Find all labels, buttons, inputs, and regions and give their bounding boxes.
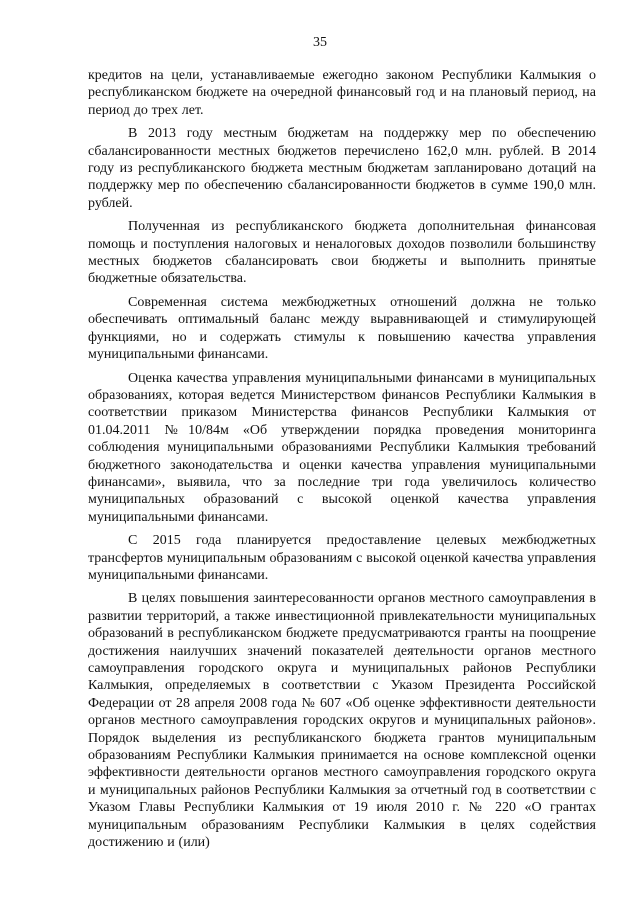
paragraph-continuation: кредитов на цели, устанавливаемые ежегодно законом Республики Калмыкия о республиканском бюджете на очередной финансовый год и на плановый период, на период до трех лет. [88,68,596,118]
paragraph-quality-assessment: Оценка качества управления муниципальными финансами в муниципальных образованиях, которая ведется Министерством финансов Республики Калмыкия в соответствии приказом Министерства финансов Республики Калмыкия от 01.04.2011 №10/84м «Об утверждении порядка проведения мониторинга соблюдения муниципальными образованиями Республики Калмыкия требований бюджетного законодательства и оценки качества управления муниципальными финансами», выявила, что за последние три года увеличилось количество муниципальных образований с высокой оценкой качества управления муниципальными финансами. [88,370,596,525]
paragraph-financial-aid: Полученная из республиканского бюджета дополнительная финансовая помощь и поступления налоговых и неналоговых доходов позволили большинству местных бюджетов сбалансировать свои бюджеты и выполнить принятые бюджетные обязательства. [88,219,596,287]
paragraph-balancing-subsidies: В 2013 году местным бюджетам на поддержку мер по обеспечению сбалансированности местных бюджетов перечислено 162,0 млн. рублей. В 2014 году из республиканского бюджета местным бюджетам запланировано дотаций на поддержку мер по обеспечению сбалансированности бюджетов в сумме 190,0 млн. рублей. [88,126,596,211]
paragraph-interbudget-system: Современная система межбюджетных отношений должна не только обеспечивать оптимальный баланс между выравнивающей и стимулирующей функциями, но и содержать стимулы к повышению качества управления муниципальными финансами. [88,294,596,363]
page-number: 35 [313,35,327,50]
paragraph-grants: В целях повышения заинтересованности органов местного самоуправления в развитии территорий, а также инвестиционной привлекательности муниципальных образований в республиканском бюджете предусматриваются гранты на поощрение достижения наилучших значений показателей деятельности органов местного самоуправления городского округа и муниципальных районов Республики Калмыкия, определяемых в соответствии с Указом Президента Российской Федерации от 28 апреля 2008 года № 607 «Об оценке эффективности деятельности органов местного самоуправления городских округов и муниципальных районов». Порядок выделения из республиканского бюджета грантов муниципальным образованиям Республики Калмыкия принимается на основе комплексной оценки эффективности деятельности органов местного самоуправления городского округа и муниципальных районов Республики Калмыкия за отчетный год в соответствии с Указом Главы Республики Калмыкия от 19 июля 2010 г. № 220 «О грантах муниципальным образованиям Республики Калмыкия в целях содействия достижению и (или) [88,591,596,851]
body-text [88,67,596,857]
paragraph-targeted-transfers: С 2015 года планируется предоставление целевых межбюджетных трансфертов муниципальным образованиям с высокой оценкой качества управления муниципальными финансами. [88,533,596,583]
